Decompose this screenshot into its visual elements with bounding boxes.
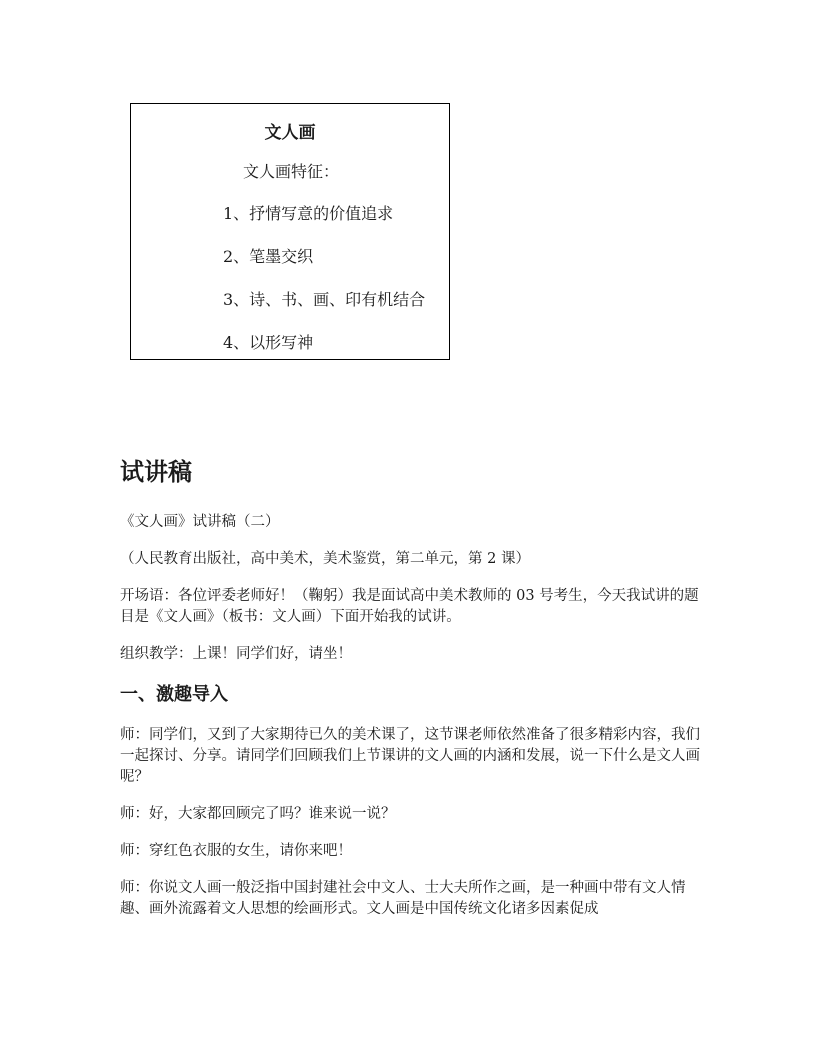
textbook-info: （人民教育出版社，高中美术，美术鉴赏，第二单元，第 2 课）: [120, 551, 530, 567]
paragraph: 师：你说文人画一般泛指中国封建社会中文人、士大夫所作之画，是一种画中带有文人情趣、画外流露着文人思想的绘画形式。文人画是中国传统文化诸多因素促成: [120, 880, 686, 917]
blackboard-item: 3、诗、书、画、印有机结合: [223, 290, 426, 309]
script-content: [120, 456, 700, 936]
paragraph: 师：同学们，又到了大家期待已久的美术课了，这节课老师依然准备了很多精彩内容，我们一起探讨、分享。请同学们回顾我们上节课讲的文人画的内涵和发展，说一下什么是文人画呢？: [120, 727, 700, 785]
blackboard-subtitle: 文人画特征：: [243, 162, 340, 181]
script-subtitle: 《文人画》试讲稿（二）: [120, 514, 280, 530]
opening-remarks: 开场语：各位评委老师好！（鞠躬）我是面试高中美术教师的 03 号考生，今天我试讲的题目是《文人画》（板书：文人画）下面开始我的试讲。: [120, 588, 699, 625]
section-heading: 一、激趣导入: [120, 684, 228, 705]
blackboard-item: 2、笔墨交织: [223, 247, 314, 266]
blackboard-item: 4、以形写神: [223, 333, 314, 352]
blackboard-item: 1、抒情写意的价值追求: [223, 204, 394, 223]
blackboard-title: 文人画: [264, 123, 316, 143]
blackboard-box: [130, 103, 450, 360]
paragraph: 师：穿红色衣服的女生，请你来吧！: [120, 843, 352, 859]
page-title: 试讲稿: [120, 458, 192, 486]
paragraph: 师：好，大家都回顾完了吗？谁来说一说？: [120, 806, 396, 822]
class-organization: 组织教学：上课！同学们好，请坐！: [120, 646, 352, 662]
